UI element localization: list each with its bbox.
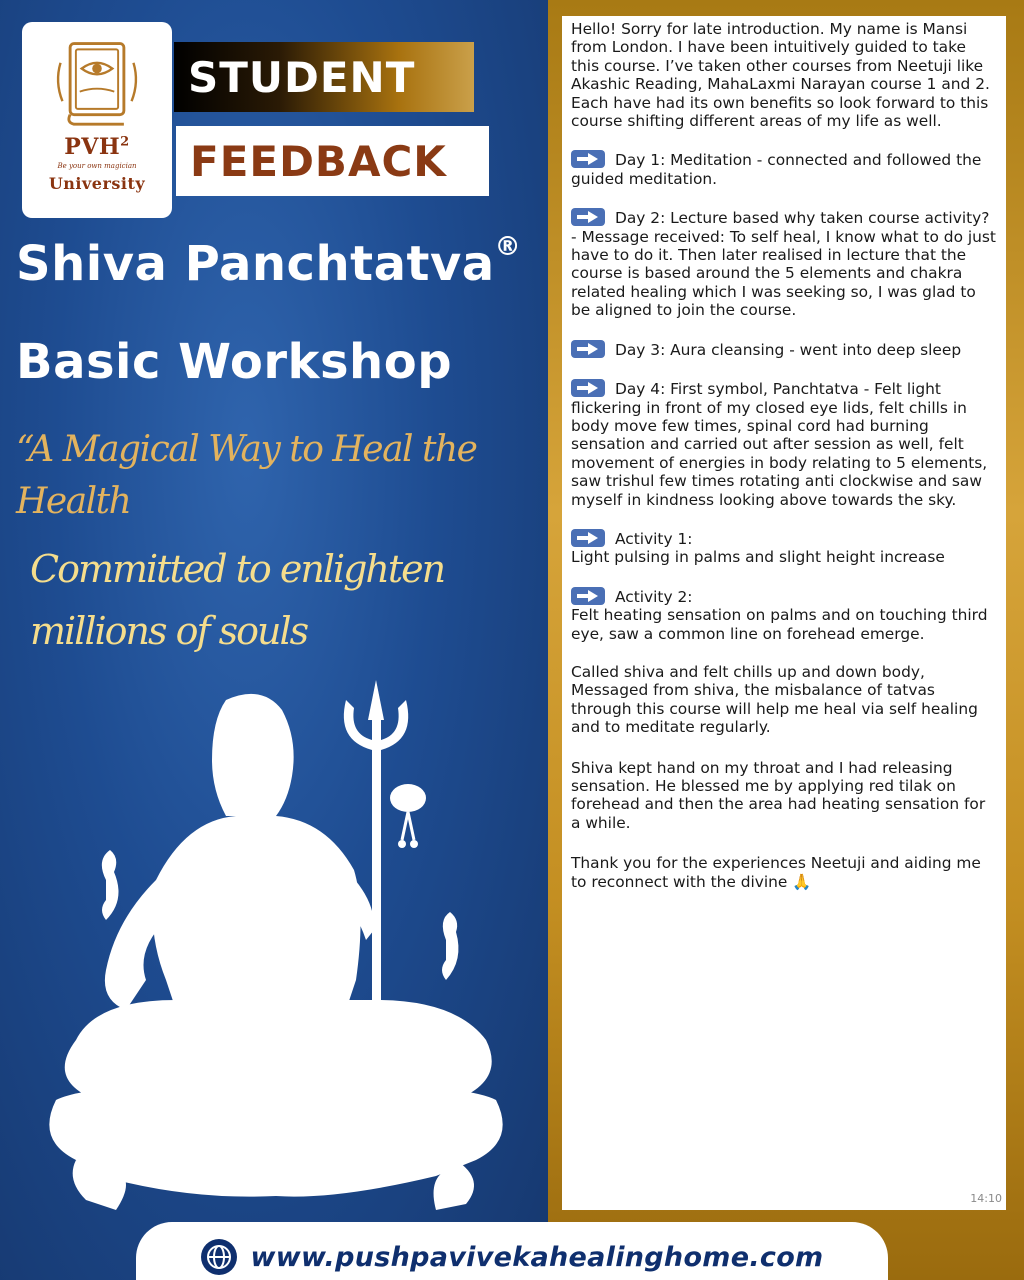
right-arrow-icon <box>571 529 605 547</box>
university-logo <box>22 22 172 218</box>
course-title-line2: Basic Workshop <box>16 334 453 390</box>
right-arrow-icon <box>571 587 605 605</box>
logo-name: PVH$^2$ <box>64 134 130 160</box>
feedback-banner: FEEDBACK <box>176 126 489 196</box>
feedback-shiva-hand: Shiva kept hand on my throat and I had releasing sensation. He blessed me by applying red tilak on forehead and then the area had heating sensation for a while. <box>571 758 986 832</box>
feedback-day4: Day 4: First symbol, Panchtatva - Felt light flickering in front of my closed eye lids, felt chills in body move few times, spinal cord had burning sensation and carried out after session as well, felt movement of energies in body relating to 5 elements, saw trishul few times rotating anti clockwise and saw myself in kindness looking above towards the sky. <box>571 380 988 509</box>
feedback-activity1: Activity 1: Light pulsing in palms and slight height increase <box>571 529 998 567</box>
website-bar[interactable] <box>136 1222 888 1280</box>
website-url[interactable]: www.pushpavivekahealinghome.com <box>250 1241 824 1273</box>
course-title-line1: Shiva Panchtatva® <box>16 232 522 292</box>
logo-university: University <box>48 174 146 193</box>
logo-tagline: Be your own magician <box>57 162 137 170</box>
activity1-text: Light pulsing in palms and slight height increase <box>571 548 945 567</box>
feedback-day3: Day 3: Aura cleansing - went into deep sleep <box>571 340 998 359</box>
feedback-message-card <box>562 16 1006 1210</box>
globe-icon <box>201 1239 237 1275</box>
right-arrow-icon <box>571 208 605 226</box>
feedback-shiva-call: Called shiva and felt chills up and down body, Messaged from shiva, the misbalance of tatvas through this course will help me heal via self healing and to meditate regularly. <box>571 662 978 737</box>
right-arrow-icon <box>571 150 605 168</box>
student-banner: STUDENT <box>174 42 474 112</box>
right-arrow-icon <box>571 340 605 358</box>
mission-statement: Committed to enlighten millions of souls <box>30 547 445 653</box>
registered-mark: ® <box>494 232 522 262</box>
feedback-day2: Day 2: Lecture based why taken course activity? - Message received: To self heal, I know what to do just have to do it. Then later realised in lecture that the course is based around the 5 elements and chakra related healing which I was seeking so, I was glad to be aligned to join the course. <box>571 209 996 320</box>
feedback-day1: Day 1: Meditation - connected and followed the guided meditation. <box>571 151 982 188</box>
message-timestamp: 14:10 <box>970 1191 1002 1205</box>
feedback-intro: Hello! Sorry for late introduction. My name is Mansi from London. I have been intuitively guided to take this course. I’ve taken other courses from Neetuji like Akashic Reading, MahaLaxmi Narayan course 1 and 2. Each have had its own benefits so look forward to this course shifting different areas of my life as well. <box>571 20 990 131</box>
shiva-silhouette-icon <box>36 680 516 1220</box>
book-eye-icon <box>49 32 145 132</box>
praying-hands-icon: 🙏 <box>792 872 812 891</box>
activity2-text: Felt heating sensation on palms and on touching third eye, saw a common line on forehead emerge. <box>571 606 988 643</box>
feedback-thanks: Thank you for the experiences Neetuji and aiding me to reconnect with the divine 🙏 <box>571 854 981 891</box>
feedback-activity2: Activity 2: Felt heating sensation on palms and on touching third eye, saw a common line on forehead emerge. <box>571 587 998 643</box>
course-tagline: “A Magical Way to Heal the Health <box>16 429 477 522</box>
right-arrow-icon <box>571 379 605 397</box>
